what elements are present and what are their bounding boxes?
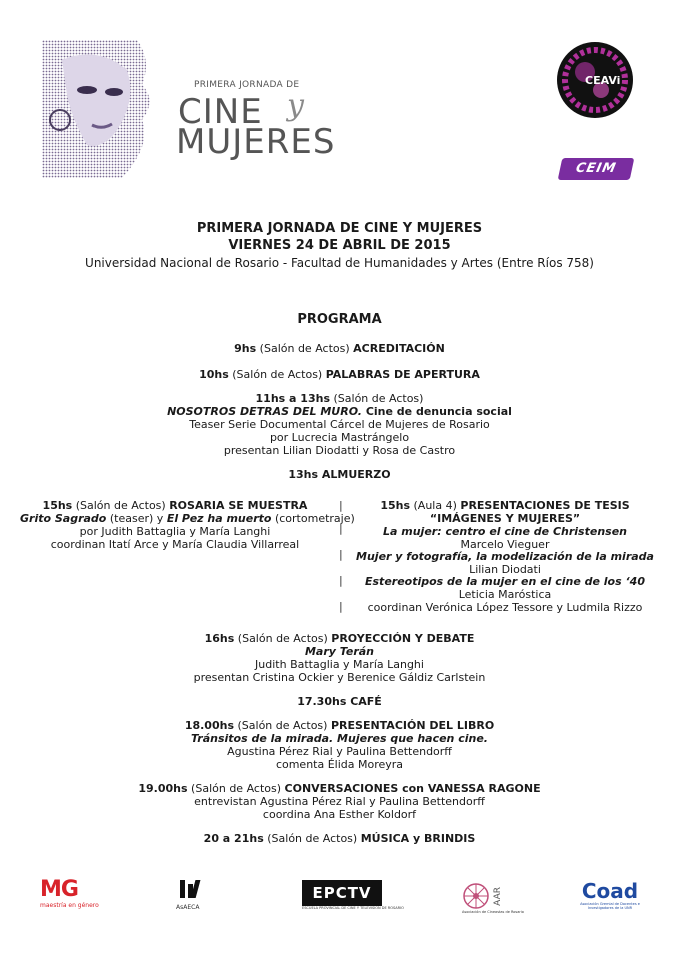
asaeca-logo xyxy=(176,878,226,911)
mg-mark: MG xyxy=(40,877,78,902)
wheel-icon xyxy=(462,882,490,910)
event-time: 20 a 21hs xyxy=(203,832,264,845)
right-col-heading xyxy=(352,499,658,512)
coad-logo xyxy=(580,880,640,910)
aar-mark: AAR xyxy=(493,886,503,906)
ceim-label: CEIM xyxy=(574,161,618,176)
event-title: ROSARIA SE MUESTRA xyxy=(169,499,308,512)
thesis-coordinators: coordinan Verónica López Tessore y Ludmila Rizzo xyxy=(367,601,643,614)
thesis-author-2: Lilian Diodati xyxy=(469,563,541,576)
event-conversaciones-line3: coordina Ana Esther Koldorf xyxy=(262,808,417,821)
event-libro-line3: Agustina Pérez Rial y Paulina Bettendorff xyxy=(227,745,452,758)
event-conversaciones-heading xyxy=(0,782,679,795)
poster-woman-image xyxy=(42,40,180,178)
intro-title: PRIMERA JORNADA DE CINE Y MUJERES xyxy=(196,221,483,236)
left-col-heading xyxy=(20,499,330,512)
film-title: Grito Sagrado xyxy=(20,512,107,525)
event-muro-title xyxy=(0,405,679,418)
film-title: El Pez ha muerto xyxy=(166,512,272,525)
event-libro-line4: comenta Élida Moreyra xyxy=(275,758,404,771)
left-col-line4: coordinan Itatí Arce y María Claudia Villarreal xyxy=(50,538,300,551)
event-place: (Salón de Actos) xyxy=(187,782,285,795)
title-y: y xyxy=(287,88,304,123)
event-muro-time xyxy=(0,392,679,405)
left-col-films xyxy=(20,512,355,525)
epctv-logo xyxy=(302,880,404,910)
event-brindis xyxy=(0,832,679,845)
mg-logo xyxy=(40,878,102,909)
asaeca-text: AsAECA xyxy=(176,904,200,911)
thesis-title-1: La mujer: centro el cine de Christensen xyxy=(383,525,627,538)
event-debate-heading xyxy=(0,632,679,645)
ceavi-label: CEAVi xyxy=(585,74,621,87)
intro-venue: Universidad Nacional de Rosario - Facultad de Humanidades y Artes (Entre Ríos 758) xyxy=(85,256,594,270)
epctv-mark: EPCTV xyxy=(302,880,382,906)
title-mujeres: MUJERES xyxy=(176,122,336,162)
mg-text: maestría en género xyxy=(40,902,99,909)
programa-heading: PROGRAMA xyxy=(297,312,382,327)
event-debate-film: Mary Terán xyxy=(304,645,375,658)
aar-logo xyxy=(462,882,532,914)
event-conversaciones-line2: entrevistan Agustina Pérez Rial y Paulina Bettendorff xyxy=(194,795,485,808)
column-separator: | xyxy=(339,574,343,587)
thesis-title-2: Mujer y fotografía, la modelización de la mirada xyxy=(356,550,654,563)
event-place: (Salón de Actos) xyxy=(234,632,332,645)
film-note: (cortometraje) xyxy=(271,512,355,525)
column-separator: | xyxy=(339,548,343,561)
event-time: 11hs a 13hs xyxy=(255,392,330,405)
event-debate-line3: Judith Battaglia y María Langhi xyxy=(255,658,424,671)
event-title: PROYECCIÓN Y DEBATE xyxy=(331,632,475,645)
event-apertura xyxy=(0,368,679,381)
film-title: NOSOTROS DETRAS DEL MURO. xyxy=(167,405,362,418)
event-muro-line3: por Lucrecia Mastrángelo xyxy=(269,431,410,444)
event-place: (Salón de Actos) xyxy=(228,368,326,381)
asaeca-icon xyxy=(176,878,216,900)
event-title: CONVERSACIONES con VANESSA RAGONE xyxy=(284,782,541,795)
event-almuerzo: 13hs ALMUERZO xyxy=(288,468,391,481)
small-title: PRIMERA JORNADA DE xyxy=(194,80,300,90)
event-acreditacion xyxy=(0,342,679,355)
left-col-line3: por Judith Battaglia y María Langhi xyxy=(79,525,271,538)
film-note: (teaser) y xyxy=(106,512,167,525)
column-separator: | xyxy=(339,522,343,535)
event-title: MÚSICA y BRINDIS xyxy=(360,832,476,845)
column-separator: | xyxy=(339,600,343,613)
event-title: ACREDITACIÓN xyxy=(353,342,445,355)
event-libro-book: Tránsitos de la mirada. Mujeres que hacen cine. xyxy=(191,732,488,745)
event-libro-heading xyxy=(0,719,679,732)
event-time: 10hs xyxy=(199,368,229,381)
coad-text: Asociación Gremial de Docentes e Investigadores de la UNR xyxy=(580,902,640,910)
coad-mark: Coad xyxy=(581,879,639,903)
event-debate-line4: presentan Cristina Ockier y Berenice Gáldiz Carlstein xyxy=(193,671,486,684)
aar-text: Asociación de Cineastas de Rosario xyxy=(462,910,524,914)
event-time: 15hs xyxy=(380,499,411,512)
event-time: 19.00hs xyxy=(138,782,188,795)
thesis-title-3: Estereotipos de la mujer en el cine de los ‘40 xyxy=(365,575,645,588)
event-place: (Salón de Actos) xyxy=(330,392,424,405)
event-title: PRESENTACIONES DE TESIS xyxy=(460,499,630,512)
epctv-text: ESCUELA PROVINCIAL DE CINE Y TELEVISIÓN DE ROSARIO xyxy=(302,906,404,910)
ceim-logo xyxy=(558,158,635,180)
thesis-author-1: Marcelo Vieguer xyxy=(460,538,550,551)
event-place: (Salón de Actos) xyxy=(234,719,331,732)
right-col-subtitle: “IMÁGENES Y MUJERES” xyxy=(429,512,581,525)
event-muro-line4: presentan Lilian Diodatti y Rosa de Castro xyxy=(223,444,456,457)
event-cafe: 17.30hs CAFÉ xyxy=(297,695,382,708)
event-time: 15hs xyxy=(42,499,73,512)
event-place: (Aula 4) xyxy=(410,499,461,512)
title-cine: CINE xyxy=(178,92,263,132)
event-title: PRESENTACIÓN DEL LIBRO xyxy=(330,719,495,732)
column-separator: | xyxy=(339,499,343,512)
event-title: PALABRAS DE APERTURA xyxy=(325,368,480,381)
intro-date: VIERNES 24 DE ABRIL DE 2015 xyxy=(228,238,451,253)
ceavi-logo xyxy=(557,42,633,118)
event-place: (Salón de Actos) xyxy=(263,832,361,845)
event-time: 18.00hs xyxy=(184,719,234,732)
event-time: 9hs xyxy=(234,342,257,355)
event-muro-line2: Teaser Serie Documental Cárcel de Mujeres de Rosario xyxy=(189,418,490,431)
event-place: (Salón de Actos) xyxy=(256,342,354,355)
event-time: 16hs xyxy=(204,632,235,645)
event-place: (Salón de Actos) xyxy=(72,499,170,512)
film-subtitle: Cine de denuncia social xyxy=(362,405,512,418)
thesis-author-3: Leticia Maróstica xyxy=(458,588,552,601)
